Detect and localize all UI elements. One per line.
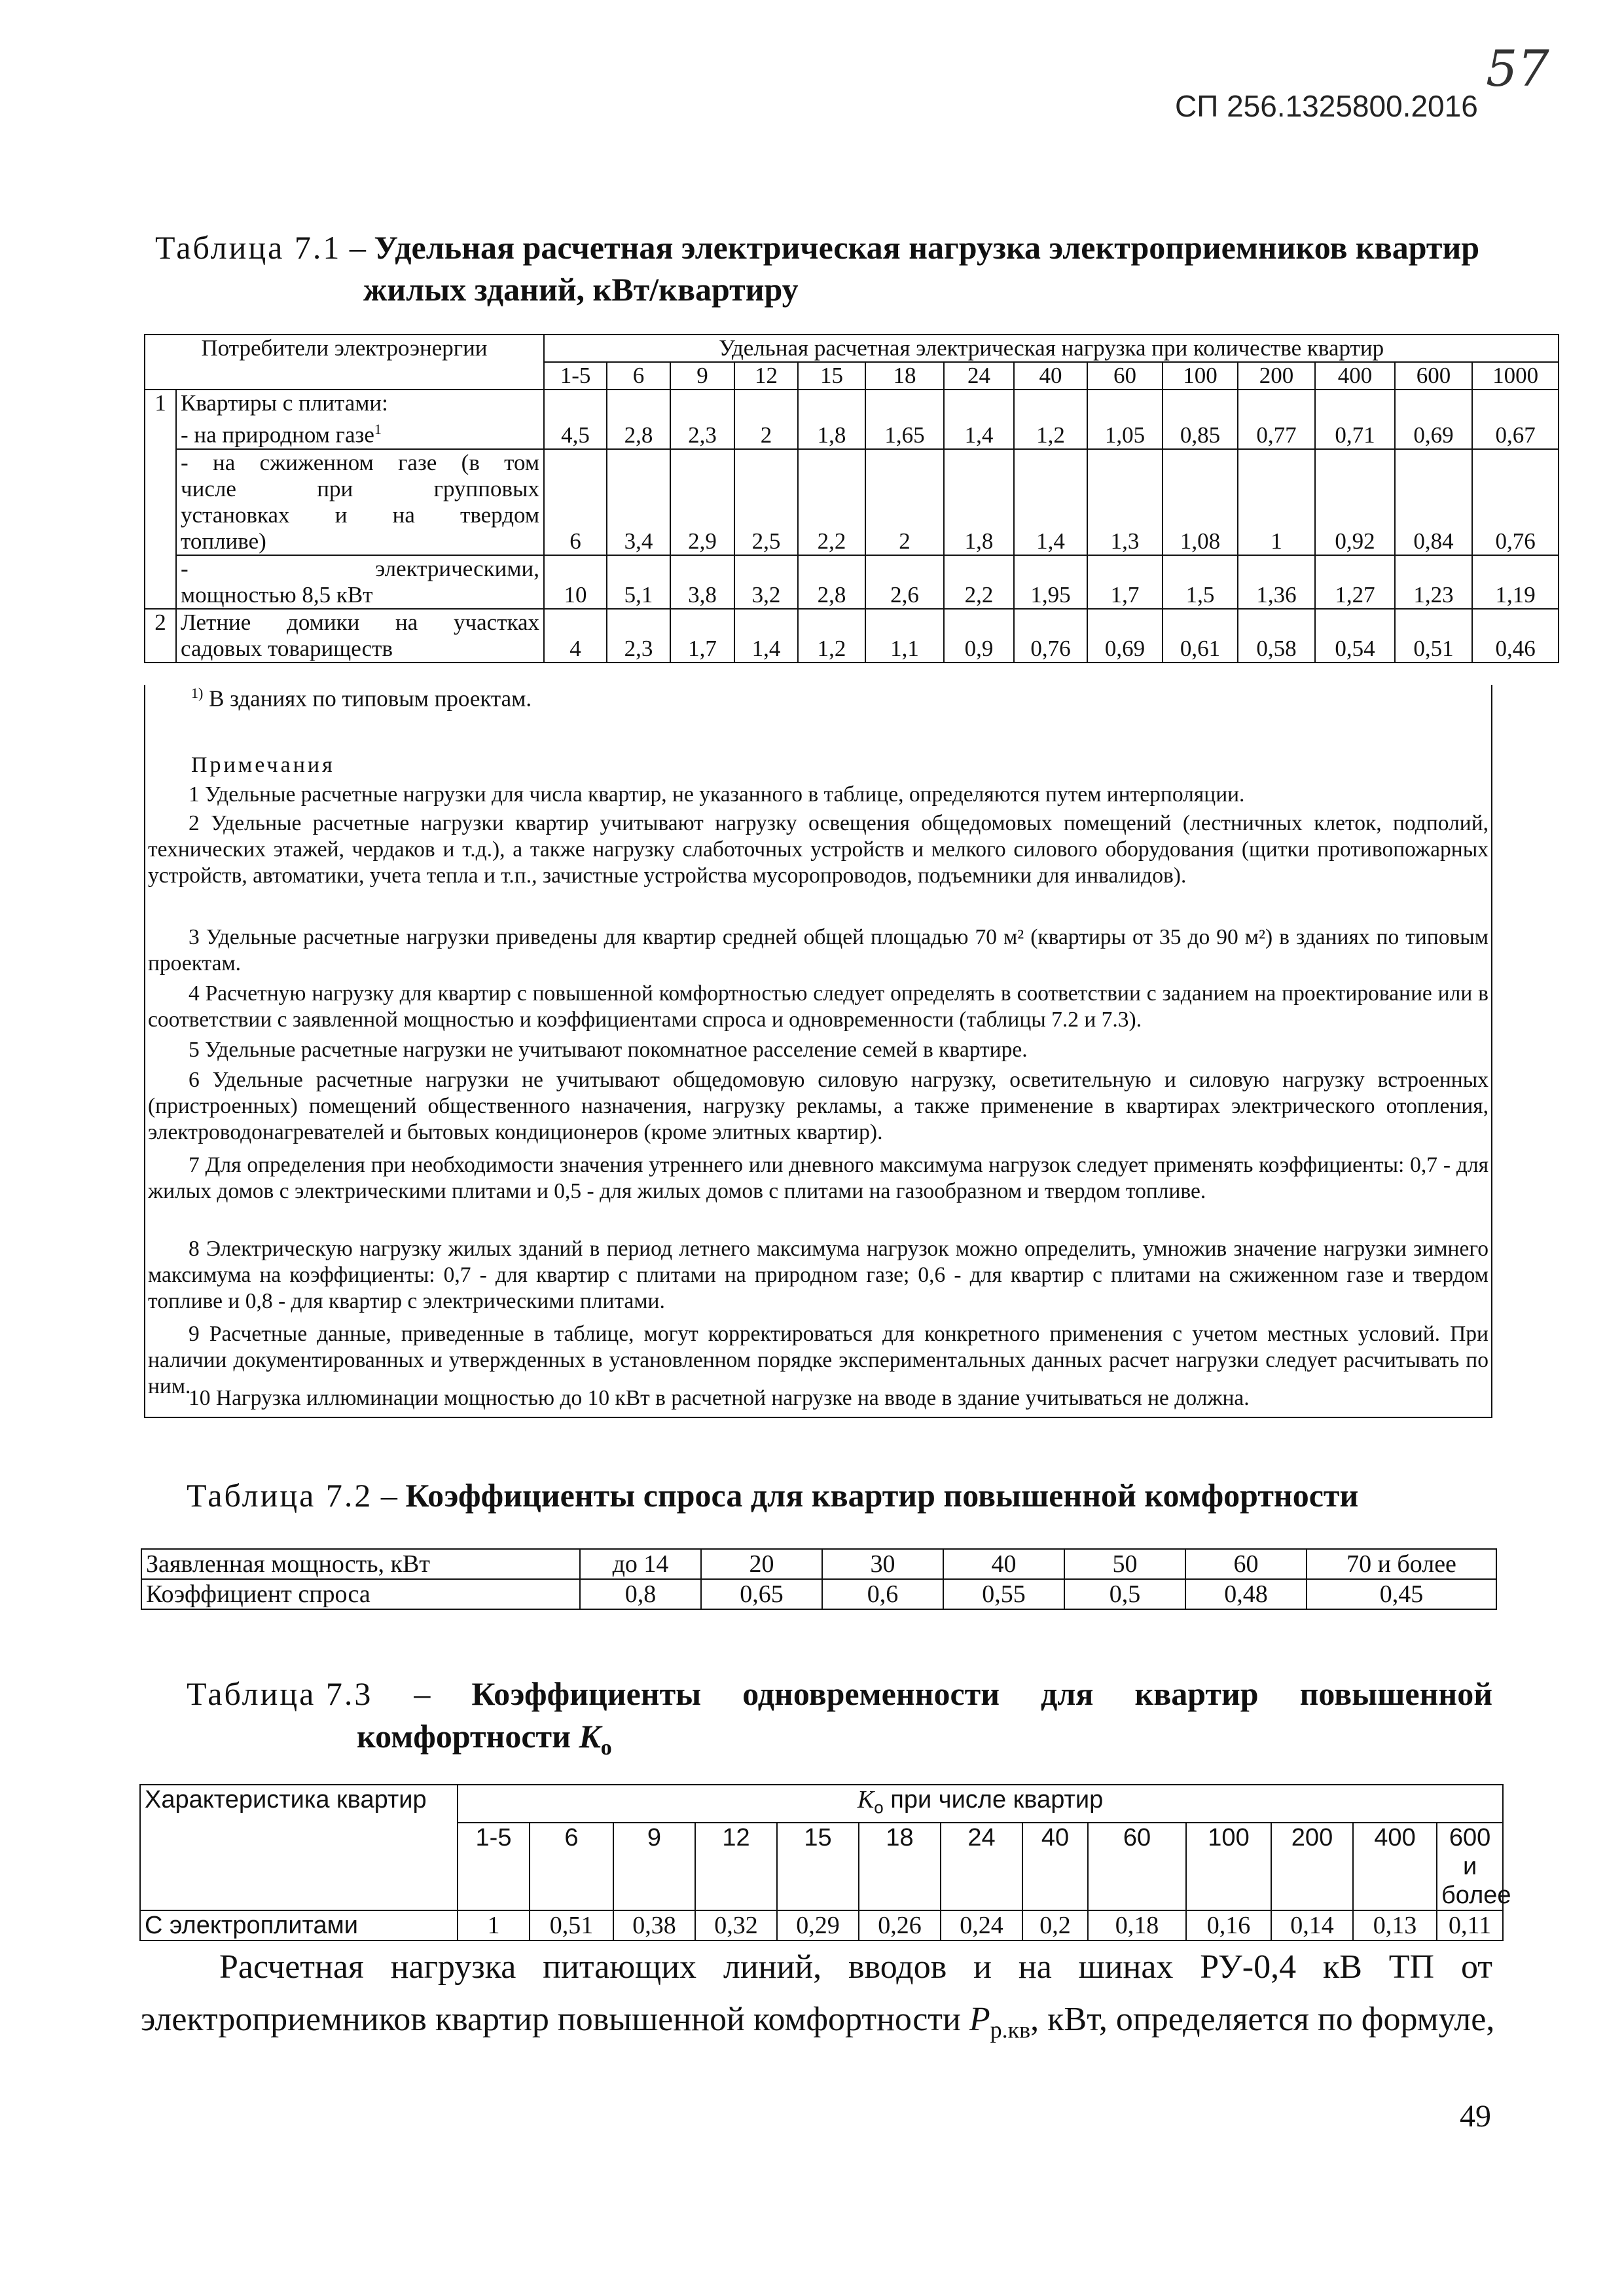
paragraph-line2-a: электроприемников квартир повышенной комфортности (141, 2001, 969, 2038)
paragraph-line2 (141, 1994, 1496, 2056)
value-cell: 1,2 (798, 609, 865, 663)
count-cell: 12 (695, 1823, 777, 1910)
header-k-sub: о (874, 1797, 884, 1817)
value-cell: 0,46 (1472, 609, 1559, 663)
row-label: С электроплитами (140, 1910, 458, 1941)
value-cell: 1,19 (1472, 555, 1559, 609)
value-cell: 20 (701, 1549, 822, 1579)
value-cell: 1 (458, 1910, 530, 1941)
value-cell: 0,8 (580, 1579, 701, 1609)
note-1: 1 Удельные расчетные нагрузки для числа квартир, не указанного в таблице, определяются путем интерполяции. (189, 782, 1245, 807)
count-cell: 1-5 (544, 362, 607, 390)
document-code: СП 256.1325800.2016 (1175, 89, 1478, 123)
value-cell: 40 (943, 1549, 1064, 1579)
value-cell: 0,84 (1395, 449, 1472, 555)
table-row-gas (145, 390, 1559, 449)
value-cell: 0,6 (822, 1579, 943, 1609)
value-cell: 1,8 (798, 390, 865, 449)
note-10: 10 Нагрузка иллюминации мощностью до 10 кВт в расчетной нагрузке на вводе в здание учитываться не должна. (189, 1386, 1250, 1410)
caption-word: повышенной (1299, 1675, 1492, 1712)
note-7: 7 Для определения при необходимости значения утреннего или дневного максимума нагрузок следует применять коэффициенты: 0,7 - для жилых домов с электрическими плитами и 0,5 - для жилых домов с плитами на газообразном и твердом топливе. (148, 1153, 1489, 1203)
value-cell: 0,65 (701, 1579, 822, 1609)
value-cell: 1 (1238, 449, 1315, 555)
row-label: Заявленная мощность, кВт (141, 1549, 580, 1579)
value-cell: 2,2 (798, 449, 865, 555)
value-cell: 2,3 (607, 609, 670, 663)
value-cell: 2 (734, 390, 798, 449)
footnote (191, 685, 532, 712)
value-cell: до 14 (580, 1549, 701, 1579)
page-number: 49 (1460, 2099, 1491, 2134)
value-cell: 0,58 (1238, 609, 1315, 663)
value-cell: 2,8 (798, 555, 865, 609)
empty-cell (145, 555, 176, 609)
value-cell: 2,2 (944, 555, 1014, 609)
header-consumers: Потребители электроэнергии (145, 335, 544, 390)
count-cell: 600 (1395, 362, 1472, 390)
value-cell: 0,71 (1315, 390, 1395, 449)
count-cell: 15 (798, 362, 865, 390)
table-row-summer-houses (145, 609, 1559, 663)
count-cell-last (1437, 1823, 1511, 1910)
value-cell: 5,1 (607, 555, 670, 609)
value-cell: 1,8 (944, 449, 1014, 555)
row-sum-line1: Летние домики на участках (181, 609, 540, 635)
value-cell: 0,54 (1315, 609, 1395, 663)
value-cell: 10 (544, 555, 607, 609)
value-cell: 4 (544, 609, 607, 663)
value-cell: 1,4 (1014, 449, 1087, 555)
group-number: 1 (145, 390, 176, 449)
value-cell: 0,45 (1307, 1579, 1496, 1609)
value-cell: 1,05 (1087, 390, 1163, 449)
row-label (176, 609, 544, 663)
header-k-letter: K (857, 1786, 875, 1813)
footnote-ref: 1 (374, 421, 382, 437)
table-row-demand (141, 1579, 1496, 1609)
caption-dash: – (372, 1477, 406, 1514)
count-cell: 9 (670, 362, 734, 390)
count-cell: 100 (1163, 362, 1238, 390)
table-7-2-caption (187, 1474, 1358, 1516)
empty-cell (145, 449, 176, 555)
row-label (176, 390, 544, 449)
group-number: 2 (145, 609, 176, 663)
note-6: 6 Удельные расчетные нагрузки не учитывают общедомовую силовую нагрузку, осветительную и силовую нагрузку встроенных (пристроенных) помещений общественного назначения, нагрузку рекламы, а также применение в квартирах электрического отопления, электроводонагревателей и бытовых кондиционеров (кроме элитных квартир). (148, 1068, 1489, 1144)
value-cell: 30 (822, 1549, 943, 1579)
value-cell: 0,92 (1315, 449, 1395, 555)
value-cell: 0,85 (1163, 390, 1238, 449)
table-7-1-notes (144, 685, 1492, 1418)
table-row-lpg (145, 449, 1559, 555)
count-cell: 400 (1353, 1823, 1437, 1910)
value-cell: 0,2 (1022, 1910, 1088, 1941)
table-row-power (141, 1549, 1496, 1579)
value-cell: 0,16 (1186, 1910, 1271, 1941)
count-cell: 40 (1014, 362, 1087, 390)
value-cell: 0,51 (1395, 609, 1472, 663)
value-cell: 1,2 (1014, 390, 1087, 449)
count-cell: 60 (1088, 1823, 1186, 1910)
value-cell: 1,23 (1395, 555, 1472, 609)
table-row-electric-stoves (140, 1910, 1503, 1941)
caption-word: Коэффициенты (471, 1675, 702, 1712)
paragraph-line2-b: , кВт, определяется по формуле, (1030, 2001, 1495, 2038)
value-cell: 1,08 (1163, 449, 1238, 555)
value-cell: 0,18 (1088, 1910, 1186, 1941)
caption-label: Таблица 7.1 (155, 229, 342, 266)
value-cell: 1,65 (865, 390, 944, 449)
note-3: 3 Удельные расчетные нагрузки приведены для квартир средней общей площадью 70 м² (квартиры от 35 до 90 м²) в зданиях по типовым проектам. (148, 925, 1489, 975)
table-7-1-caption-line2 (363, 268, 799, 310)
value-cell: 2,5 (734, 449, 798, 555)
value-cell: 0,51 (530, 1910, 613, 1941)
value-cell: 0,38 (613, 1910, 695, 1941)
value-cell: 1,7 (1087, 555, 1163, 609)
caption-k-sub: о (600, 1736, 612, 1760)
count-cell: 200 (1271, 1823, 1353, 1910)
note-5: 5 Удельные расчетные нагрузки не учитывают покомнатное расселение семей в квартире. (189, 1038, 1028, 1062)
row-lpg-line3: установках и на твердом (181, 501, 540, 528)
value-cell: 3,4 (607, 449, 670, 555)
count-cell: 18 (865, 362, 944, 390)
header-k (458, 1785, 1503, 1823)
row-label (176, 555, 544, 609)
row-label: Коэффициент спроса (141, 1579, 580, 1609)
caption-word: одновременности (742, 1675, 1000, 1712)
table-7-3-caption-line2 (357, 1715, 612, 1769)
header-load: Удельная расчетная электрическая нагрузка при количестве квартир (544, 335, 1559, 362)
count-last-line2: более (1441, 1881, 1511, 1909)
value-cell: 0,55 (943, 1579, 1064, 1609)
note-4: 4 Расчетную нагрузку для квартир с повышенной комфортностью следует определять в соответствии с заданием на проектирование или в соответствии с заявленной мощностью и коэффициентами спроса и одновременности (таблицы 7.2 и 7.3). (148, 981, 1489, 1032)
row-lpg-line2: числе при групповых (181, 475, 540, 501)
value-cell: 0,76 (1472, 449, 1559, 555)
value-cell: 0,9 (944, 609, 1014, 663)
table-row-electric (145, 555, 1559, 609)
value-cell: 0,76 (1014, 609, 1087, 663)
value-cell: 60 (1185, 1549, 1307, 1579)
count-cell: 9 (613, 1823, 695, 1910)
value-cell: 1,5 (1163, 555, 1238, 609)
table-7-3-caption (187, 1673, 1492, 1715)
caption-label: Таблица 7.3 (187, 1675, 373, 1712)
value-cell: 1,36 (1238, 555, 1315, 609)
caption-dash: – (341, 229, 374, 266)
row-lpg-line1: - на сжиженном газе (в том (181, 449, 540, 475)
caption-line2: комфортности (357, 1718, 579, 1755)
value-cell: 2,6 (865, 555, 944, 609)
paragraph-p: P (969, 2001, 990, 2038)
caption-title-line2: жилых зданий, кВт/квартиру (363, 271, 799, 308)
count-cell: 400 (1315, 362, 1395, 390)
count-cell: 6 (530, 1823, 613, 1910)
row-gas-label-wrap (181, 416, 539, 448)
row-el-line1: - электрическими, (181, 555, 540, 581)
value-cell: 0,24 (941, 1910, 1022, 1941)
footnote-mark: 1) (191, 685, 204, 701)
value-cell: 2,8 (607, 390, 670, 449)
value-cell: 3,8 (670, 555, 734, 609)
count-cell: 15 (777, 1823, 859, 1910)
caption-k: K (579, 1718, 601, 1755)
value-cell: 1,7 (670, 609, 734, 663)
caption-dash: – (414, 1675, 431, 1712)
value-cell: 0,61 (1163, 609, 1238, 663)
caption-word: квартир (1134, 1675, 1259, 1712)
value-cell: 70 и более (1307, 1549, 1496, 1579)
value-cell: 50 (1064, 1549, 1185, 1579)
paragraph-p-sub: р.кв (990, 2016, 1031, 2043)
caption-title: Коэффициенты спроса для квартир повышенной комфортности (405, 1477, 1359, 1514)
table-7-2 (141, 1548, 1497, 1610)
value-cell: 0,13 (1353, 1910, 1437, 1941)
table-7-3 (139, 1784, 1511, 1941)
count-cell: 40 (1022, 1823, 1088, 1910)
row-sum-line2: садовых товариществ (181, 635, 393, 661)
row-gas-label: - на природном газе (181, 422, 374, 448)
count-cell: 1000 (1472, 362, 1559, 390)
value-cell: 0,29 (777, 1910, 859, 1941)
row-label (176, 449, 544, 555)
count-cell: 12 (734, 362, 798, 390)
caption-title-line1: Удельная расчетная электрическая нагрузка электроприемников квартир (374, 229, 1480, 266)
count-cell: 60 (1087, 362, 1163, 390)
value-cell: 0,69 (1087, 609, 1163, 663)
note-2: 2 Удельные расчетные нагрузки квартир учитывают нагрузку освещения общедомовых помещений (лестничных клеток, подполий, технических этажей, чердаков и т.д.), а также нагрузку слаботочных устройств и мелкого силового оборудования (щитки противопожарных устройств, автоматики, учета тепла и т.п., зачистные устройства мусоропроводов, подъемники для инвалидов). (148, 811, 1489, 888)
value-cell: 4,5 (544, 390, 607, 449)
value-cell: 0,32 (695, 1910, 777, 1941)
value-cell: 0,14 (1271, 1910, 1353, 1941)
value-cell: 2,3 (670, 390, 734, 449)
value-cell: 3,2 (734, 555, 798, 609)
group-title: Квартиры с плитами: (181, 390, 388, 416)
value-cell: 0,48 (1185, 1579, 1307, 1609)
value-cell: 1,4 (944, 390, 1014, 449)
caption-word: для (1041, 1675, 1094, 1712)
count-cell: 24 (941, 1823, 1022, 1910)
value-cell: 1,27 (1315, 555, 1395, 609)
value-cell: 1,1 (865, 609, 944, 663)
count-cell: 100 (1186, 1823, 1271, 1910)
row-lpg-line4: топливе) (181, 528, 266, 554)
value-cell: 0,69 (1395, 390, 1472, 449)
value-cell: 2 (865, 449, 944, 555)
caption-label: Таблица 7.2 (187, 1477, 373, 1514)
value-cell: 6 (544, 449, 607, 555)
table-header-row (145, 335, 1559, 362)
header-characteristic: Характеристика квартир (140, 1785, 458, 1910)
count-last-line1: 600 и (1449, 1823, 1491, 1880)
count-cell: 24 (944, 362, 1014, 390)
header-k-rest: при числе квартир (883, 1786, 1104, 1813)
value-cell: 1,95 (1014, 555, 1087, 609)
value-cell: 1,4 (734, 609, 798, 663)
value-cell: 0,5 (1064, 1579, 1185, 1609)
count-cell: 1-5 (458, 1823, 530, 1910)
row-el-line2: мощностью 8,5 кВт (181, 581, 373, 608)
value-cell: 1,3 (1087, 449, 1163, 555)
count-cell: 200 (1238, 362, 1315, 390)
count-cell: 18 (859, 1823, 941, 1910)
value-cell: 2,9 (670, 449, 734, 555)
value-cell: 0,77 (1238, 390, 1315, 449)
table-7-1-caption (155, 227, 1504, 268)
value-cell: 0,26 (859, 1910, 941, 1941)
footnote-text: В зданиях по типовым проектам. (203, 685, 532, 712)
count-cell: 6 (607, 362, 670, 390)
table-header-row (140, 1785, 1503, 1823)
notes-header: Примечания (191, 753, 335, 777)
note-8: 8 Электрическую нагрузку жилых зданий в период летнего максимума нагрузок можно определить, умножив значение нагрузки зимнего максимума на коэффициенты: 0,7 - для квартир с плитами на природном газе; 0,6 - для квартир с плитами на сжиженном газе и твердом топливе и 0,8 - для квартир с электрическими плитами. (148, 1237, 1489, 1313)
value-cell: 0,11 (1437, 1910, 1503, 1941)
table-7-1 (144, 334, 1559, 663)
paragraph-line1: Расчетная нагрузка питающих линий, вводов и на шинах РУ-0,4 кВ ТП от (219, 1948, 1492, 1986)
note-9: 9 Расчетные данные, приведенные в таблице, могут корректироваться для конкретного применения с учетом местных условий. При наличии документированных и утвержденных в установленном порядке экспериментальных данных расчет нагрузки следует расчитывать по ним. (148, 1322, 1489, 1398)
value-cell: 0,67 (1472, 390, 1559, 449)
handwritten-page-number: 57 (1486, 39, 1549, 98)
